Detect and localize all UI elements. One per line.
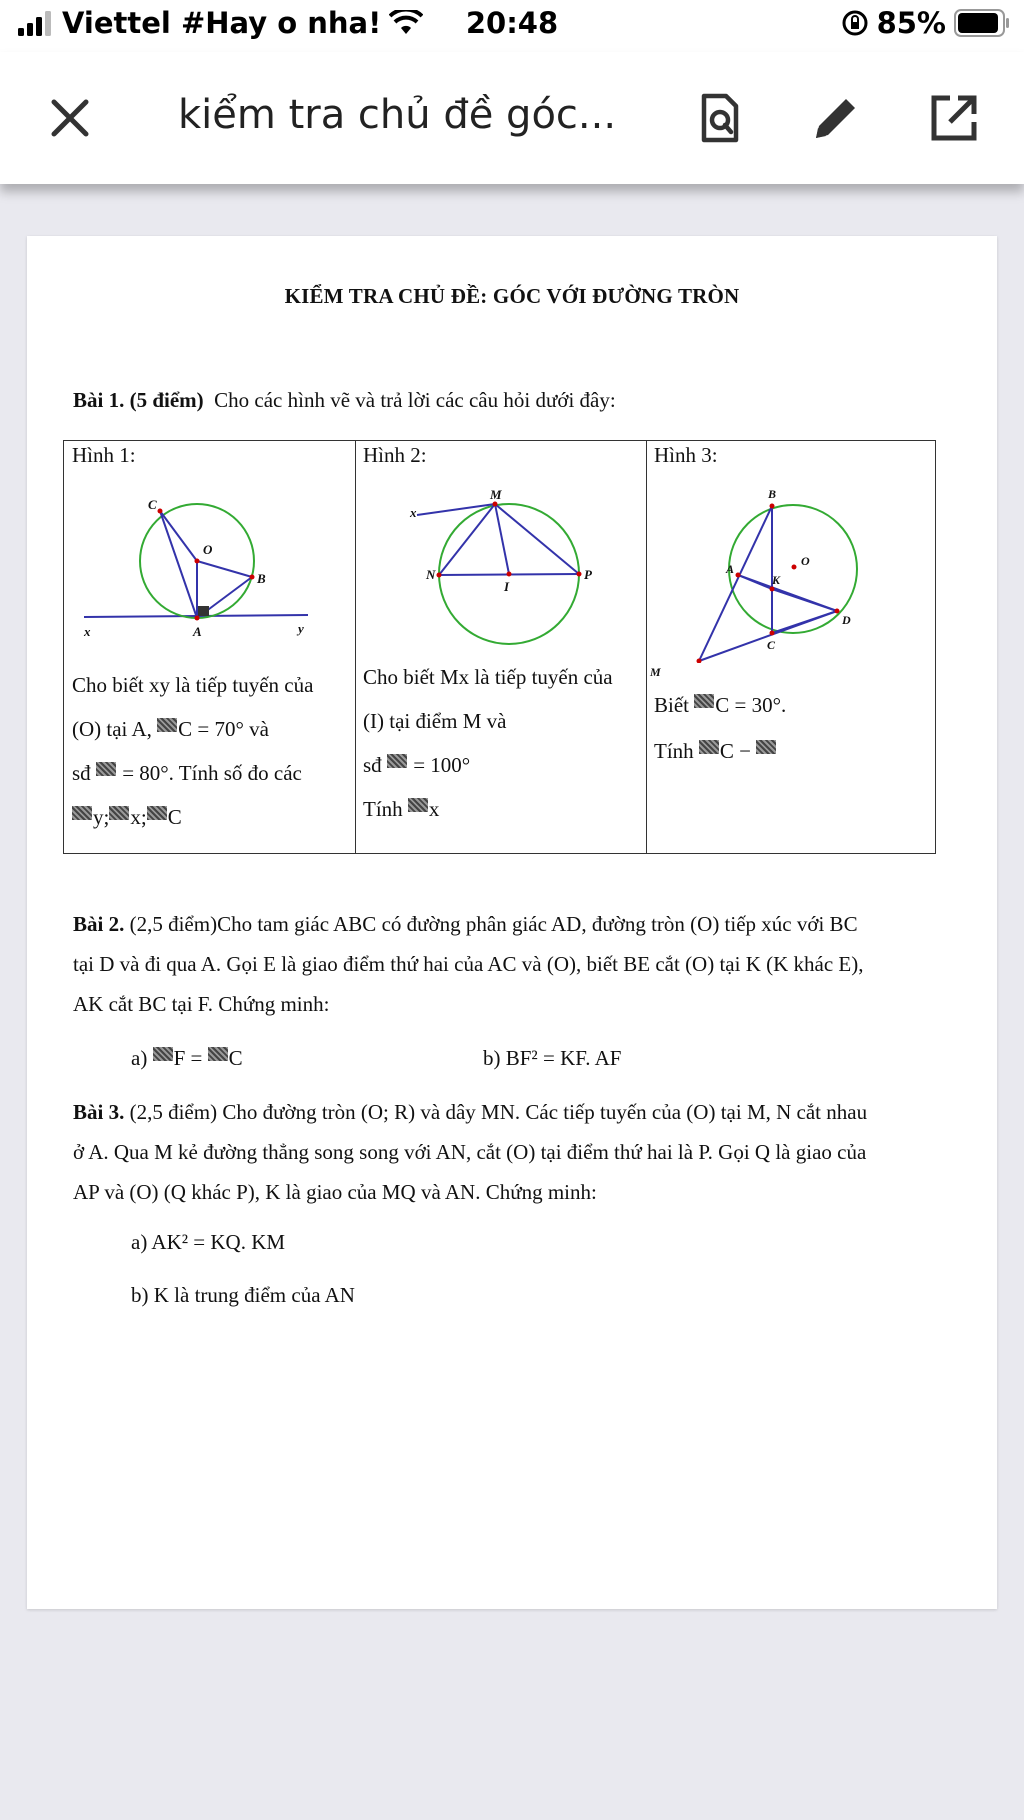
figure-table (63, 440, 936, 854)
document-title: kiểm tra chủ đề góc... (178, 92, 617, 138)
hinh3-figure (646, 483, 937, 663)
hinh1-figure (64, 483, 355, 653)
hinh3-text-1: Biết C = 30°. (654, 693, 787, 717)
bai3-line-3: AP và (O) (Q khác P), K là giao của MQ và AN. Chứng minh: (73, 1180, 597, 1204)
hinh1-text-3: sđ = 80°. Tính số đo các (72, 761, 302, 785)
hinh3-point-o: O (801, 554, 810, 568)
hinh3-point-k: K (772, 573, 781, 587)
battery-icon (954, 9, 1010, 37)
bai3-item-b: b) K là trung điểm của AN (131, 1283, 355, 1307)
hinh1-label-x: x (84, 624, 91, 639)
carrier-name: Viettel #Hay o nha! (62, 6, 382, 40)
hinh1-point-o: O (203, 542, 213, 557)
hinh2-text-1: Cho biết Mx là tiếp tuyến của (363, 665, 613, 689)
hinh2-cell (355, 441, 646, 853)
bai2-line-1: Bài 2. (2,5 điểm)Cho tam giác ABC có đường phân giác AD, đường tròn (O) tiếp xúc với BC (73, 912, 858, 936)
hinh1-point-c: C (148, 497, 157, 512)
clock: 20:48 (465, 6, 559, 40)
bai1-intro: Bài 1. (5 điểm) Cho các hình vẽ và trả lời các câu hỏi dưới đây: (73, 388, 616, 412)
open-external-icon[interactable] (928, 92, 980, 144)
status-bar (0, 0, 1024, 52)
hinh2-text-4: Tính x (363, 797, 440, 821)
hinh2-point-p: P (584, 567, 592, 582)
bai3-line-2: ở A. Qua M kẻ đường thẳng song song với AN, cắt (O) tại điểm thứ hai là P. Gọi Q là giao của (73, 1140, 867, 1164)
hinh3-point-b: B (768, 487, 777, 501)
bai2-line-2: tại D và đi qua A. Gọi E là giao điểm thứ hai của AC và (O), biết BE cắt (O) tại K (K khác E), (73, 952, 864, 976)
bai3-line-1: Bài 3. (2,5 điểm) Cho đường tròn (O; R) và dây MN. Các tiếp tuyến của (O) tại M, N cắt nhau (73, 1100, 868, 1124)
hinh3-label: Hình 3: (654, 443, 718, 467)
hinh3-point-m: M (650, 665, 661, 679)
bai3-item-a: a) AK² = KQ. KM (131, 1230, 286, 1254)
hinh3-cell (646, 441, 937, 853)
hinh3-point-d: D (842, 613, 851, 627)
hinh1-text-4: y; x; C (72, 805, 182, 830)
hinh2-figure (355, 483, 646, 653)
battery-percent: 85% (876, 6, 946, 40)
hinh2-text-2: (I) tại điểm M và (363, 709, 507, 733)
hinh1-label-y: y (298, 621, 304, 636)
bai2-line-3: AK cắt BC tại F. Chứng minh: (73, 992, 330, 1016)
hinh1-text-1: Cho biết xy là tiếp tuyến của (72, 673, 314, 697)
rotation-lock-icon (841, 9, 869, 37)
hinh2-point-i: I (504, 579, 510, 594)
hinh2-point-n: N (426, 567, 436, 582)
hinh2-point-m: M (490, 487, 502, 502)
battery-group (841, 6, 1010, 40)
hinh1-point-a: A (193, 624, 202, 639)
hinh1-text-2: (O) tại A, C = 70° và (72, 717, 269, 741)
hinh3-point-a: A (726, 562, 735, 576)
document-toolbar (0, 52, 1024, 184)
bai2-item-a: a) F = C (131, 1046, 243, 1070)
search-document-icon[interactable] (694, 92, 746, 144)
hinh2-text-3: sđ = 100° (363, 753, 471, 777)
hinh1-cell (64, 441, 355, 853)
hinh2-label: Hình 2: (363, 443, 427, 467)
hinh2-label-x: x (410, 505, 417, 520)
hinh1-label: Hình 1: (72, 443, 136, 467)
hinh1-point-b: B (257, 571, 266, 586)
hinh3-point-c: C (767, 638, 776, 652)
edit-pencil-icon[interactable] (810, 92, 862, 144)
document-heading: KIỂM TRA CHỦ ĐỀ: GÓC VỚI ĐƯỜNG TRÒN (284, 284, 740, 308)
close-button[interactable] (46, 94, 94, 142)
hinh3-text-2: Tính C − (654, 739, 777, 764)
bai2-item-b: b) BF² = KF. AF (483, 1046, 622, 1070)
document-page[interactable] (27, 236, 997, 1609)
